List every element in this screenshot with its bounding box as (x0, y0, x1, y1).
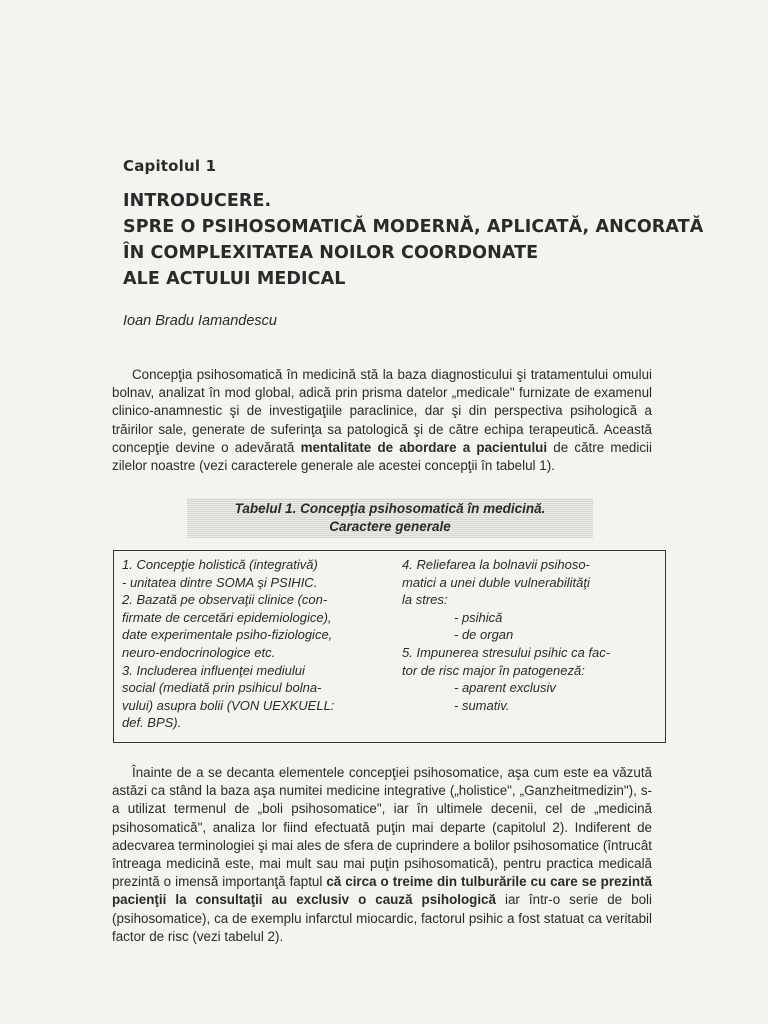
title-line: SPRE O PSIHOSOMATICĂ MODERNĂ, APLICATĂ, ANCORATĂ (123, 217, 704, 237)
table-line: - de organ (454, 627, 514, 643)
paragraph-emphasis: mentalitate de abordare a pacientului (300, 439, 548, 455)
table-line: 1. Concepţie holistică (integrativă) (122, 557, 318, 572)
table-line: neuro-endocrinologice etc. (122, 644, 276, 660)
table-line: 5. Impunerea stresului psihic ca fac- (402, 644, 611, 660)
author-name: Ioan Bradu Iamandescu (123, 313, 277, 329)
table-line: - aparent exclusiv (454, 680, 556, 696)
table-caption (187, 498, 593, 538)
table-line: matici a unei duble vulnerabilităţi (402, 574, 590, 590)
table-line: date experimentale psiho-fiziologice, (122, 627, 333, 643)
paragraph-intro (112, 366, 652, 475)
paragraph-text: iar într-o serie de boli (psihosomatice), ca de exemplu infarctul miocardic, factorul psihic a fost statuat ca veritabil factor de risc (vezi tabelul 2). (112, 892, 653, 944)
table-column-right (402, 556, 664, 714)
paragraph-text: Concepţia psihosomatică în medicină stă la baza diagnosticului şi tratamentului omului bolnav, analizat în mod global, adică prin prisma datelor „medicale" furnizate de examenul clinico-anamnestic şi de investigaţiile paraclinice, dar şi din perspectiva psihologică a trăirilor sale, generate de suferinţa sa patologică şi de către echipa terapeutică. Această concepţie devine o adevărată (112, 367, 652, 455)
title-line: ÎN COMPLEXITATEA NOILOR COORDONATE (123, 243, 539, 263)
paragraph-history (112, 764, 652, 946)
table-caption-line: Caractere generale (329, 519, 451, 534)
table-line: la stres: (402, 592, 448, 608)
table-line: - sumativ. (454, 697, 510, 713)
table-line: 2. Bazată pe observaţii clinice (con- (122, 592, 328, 608)
table-caption-line: Tabelul 1. Concepţia psihosomatică în medicină. (234, 501, 546, 516)
table-line: 4. Reliefarea la bolnavii psihoso- (402, 557, 590, 572)
paragraph-text: Înainte de a se decanta elementele concepţiei psihosomatice, aşa cum este ea văzută astăzi ca stând la baza aşa numitei medicine integrative („holistice", „Ganzheitmedizin"), s-a utilizat termenul de „boli psihosomatice", iar în ultimele decenii, cel de „medicină psihosomatică", analiza lor fiind efectuată puţin mai departe (capitolul 2). Indiferent de adecvarea terminologiei şi mai ales de sfera de cuprindere a bolilor psihosomatice (întrucât întreaga medicină este, mai mult sau mai puţin psihosomatică), pentru practica medicală prezintă o imensă importanţă faptul (112, 765, 652, 890)
table-line: firmate de cercetări epidemiologice), (122, 609, 332, 625)
title-line: INTRODUCERE. (123, 191, 272, 211)
table-column-left (122, 556, 384, 732)
chapter-label: Capitolul 1 (123, 157, 217, 175)
chapter-title (123, 188, 704, 292)
table-line: def. BPS). (122, 715, 182, 731)
table-line: social (mediată prin psihicul bolna- (122, 680, 322, 696)
table-line: - psihică (454, 609, 503, 625)
title-line: ALE ACTULUI MEDICAL (123, 269, 346, 289)
table-line: tor de risc major în patogeneză: (402, 662, 585, 678)
paragraph-emphasis: că circa o treime din tulburările cu care se prezintă pacienţii la consultaţii au exclusiv o cauză psihologică (112, 874, 652, 908)
table-body (113, 550, 666, 743)
table-line: vului) asupra bolii (VON UEXKUELL: (122, 697, 335, 713)
paragraph-text: de către medicii zilelor noastre (vezi caracterele generale ale acestei concepţii în tabelul 1). (112, 439, 653, 474)
table-line: 3. Includerea influenţei mediului (122, 662, 305, 678)
table-line: - unitatea dintre SOMA şi PSIHIC. (122, 574, 318, 590)
